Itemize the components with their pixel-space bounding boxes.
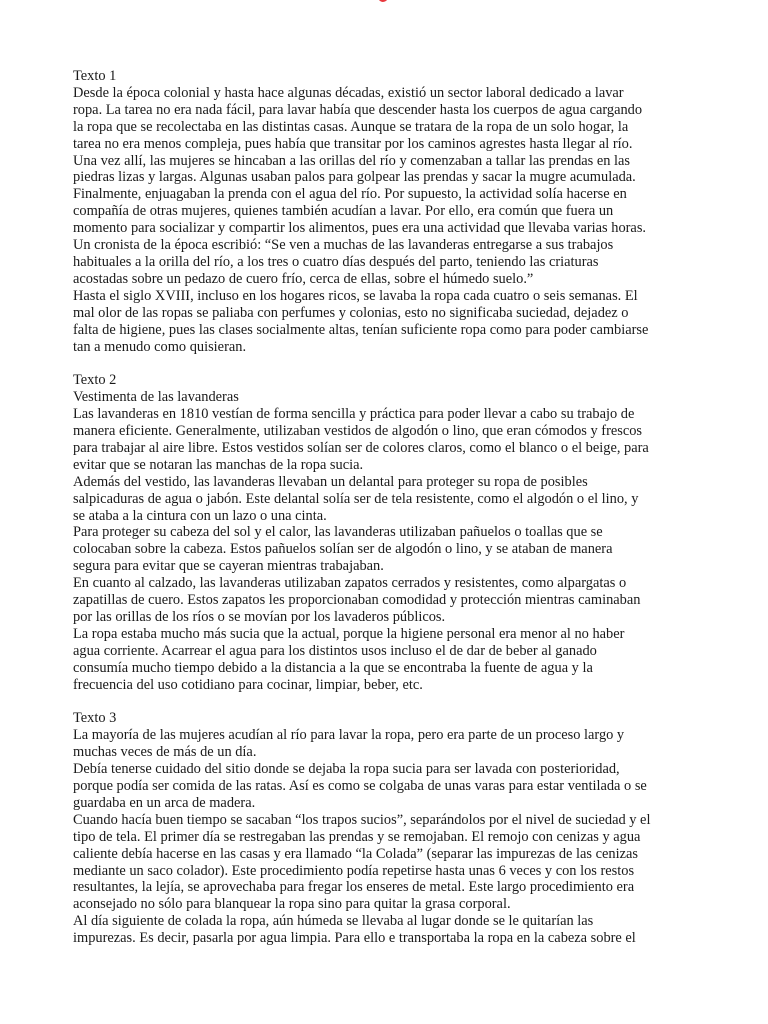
section-texto-1 — [73, 68, 701, 355]
paragraph: Al día siguiente de colada la ropa, aún húmeda se llevaba al lugar donde se le quitarían las impurezas. Es decir, pasarla por agua limpia. Para ello e transportaba la ropa en la cabeza sobre el — [73, 913, 636, 947]
paragraph: Además del vestido, las lavanderas llevaban un delantal para proteger su ropa de posibles salpicaduras de agua o jabón. Este delantal solía ser de tela resistente, como el algodón o el lino, y se ataba a la cintura con un lazo o una cinta. — [73, 473, 639, 524]
paragraph: Desde la época colonial y hasta hace algunas décadas, existió un sector laboral dedicado a lavar ropa. La tarea no era nada fácil, para lavar había que descender hasta los cuerpos de agua cargando la ropa que se recolectaba en las distintas casas. Aunque se tratara de la ropa de un solo hogar, la tarea no era menos compleja, pues había que transitar por los caminos agrestes hasta llegar al río. Una vez allí, las mujeres se hincaban a las orillas del río y comenzaban a tallar las prendas en las piedras lizas y largas. Algunas usaban palos para golpear las prendas y sacar la mugre acumulada. Finalmente, enjuagaban la prenda con el agua del río. Por supuesto, la actividad solía hacerse en compañía de otras mujeres, quienes también acudían a lavar. Por ello, era común que fuera un momento para socializar y compartir los alimentos, pues era una actividad que llevaba varias horas. — [73, 84, 647, 237]
red-top-mark — [378, 0, 388, 2]
paragraph: Hasta el siglo XVIII, incluso en los hogares ricos, se lavaba la ropa cada cuatro o seis semanas. El mal olor de las ropas se paliaba con perfumes y colonias, esto no significaba suciedad, dejadez o falta de higiene, pues las clases socialmente altas, tenían suficiente ropa como para poder cambiarse tan a menudo como quisieran. — [73, 287, 649, 355]
paragraph: Las lavanderas en 1810 vestían de forma sencilla y práctica para poder llevar a cabo su trabajo de manera eficiente. Generalmente, utilizaban vestidos de algodón o lino, que eran cómodos y frescos para trabajar al aire libre. Estos vestidos solían ser de colores claros, como el blanco o el beige, para evitar que se notaran las manchas de la ropa sucia. — [73, 406, 649, 473]
paragraph: La ropa estaba mucho más sucia que la actual, porque la higiene personal era menor al no haber agua corriente. Acarrear el agua para los distintos usos incluso el de dar de beber al ganado consumía mucho tiempo debido a la distancia a la que se encontraba la fuente de agua y la frecuencia del uso cotidiano para cocinar, limpiar, beber, etc. — [73, 625, 625, 693]
section-heading: Texto 3 — [73, 710, 117, 727]
paragraph: Cuando hacía buen tiempo se sacaban “los trapos sucios”, separándolos por el nivel de suciedad y el tipo de tela. El primer día se restregaban las prendas y se remojaban. El remojo con cenizas y agua caliente debía hacerse en las casas y era llamado “la Colada” (separar las impurezas de las cenizas mediante un saco colador). Este procedimiento podía repetirse hasta unas 6 veces y con los restos resultantes, la lejía, se aprovechaba para fregar los enseres de metal. Este largo procedimiento era aconsejado no sólo para blanquear la ropa sino para quitar la grasa corporal. — [73, 811, 651, 913]
section-subheading: Vestimenta de las lavanderas — [73, 389, 239, 406]
section-texto-3 — [73, 710, 701, 947]
paragraph: Debía tenerse cuidado del sitio donde se dejaba la ropa sucia para ser lavada con posterioridad, porque podía ser comida de las ratas. Así es como se colgaba de unas varas para estar ventilada o se guardaba en un arca de madera. — [73, 761, 647, 811]
section-texto-2 — [73, 372, 701, 693]
document-page — [73, 68, 701, 964]
section-heading: Texto 1 — [73, 68, 117, 84]
paragraph: Para proteger su cabeza del sol y el calor, las lavanderas utilizaban pañuelos o toallas que se colocaban sobre la cabeza. Estos pañuelos solían ser de algodón o lino, y se ataban de manera segura para evitar que se cayeran mientras trabajaban. — [73, 524, 613, 575]
paragraph: La mayoría de las mujeres acudían al río para lavar la ropa, pero era parte de un proceso largo y muchas veces de más de un día. — [73, 727, 625, 761]
paragraph: En cuanto al calzado, las lavanderas utilizaban zapatos cerrados y resistentes, como alpargatas o zapatillas de cuero. Estos zapatos les proporcionaban comodidad y protección mientras caminaban por las orillas de los ríos o se movían por los lavaderos públicos. — [73, 575, 641, 625]
paragraph: Un cronista de la época escribió: “Se ven a muchas de las lavanderas entregarse a sus trabajos habituales a la orilla del río, a los tres o cuatro días después del parto, teniendo las criaturas acostadas sobre un pedazo de cuero frío, cerca de ellas, sobre el húmedo suelo.” — [73, 237, 614, 287]
section-heading: Texto 2 — [73, 372, 117, 389]
